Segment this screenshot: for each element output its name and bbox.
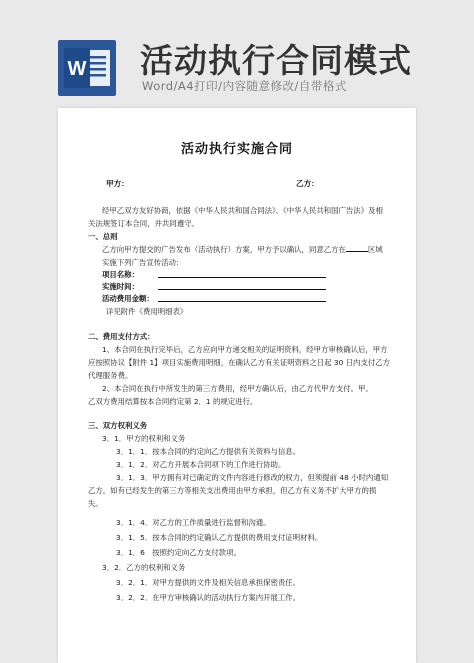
paragraph-line: 3．2．2．在甲方审核确认的活动执行方案内开展工作。 <box>116 593 301 602</box>
party-a-label: 甲方： <box>106 179 129 188</box>
field-underline <box>158 277 326 278</box>
document-title: 活动执行实施合同 <box>180 142 293 157</box>
section-heading: 三、双方权利义务 <box>88 421 148 430</box>
paragraph-line: 实施下列广告宣传活动： <box>102 258 184 267</box>
paragraph-text: 乙方向甲方提交的广告发布（活动执行）方案，甲方予以确认，同意乙方在 <box>102 245 346 254</box>
paragraph-line: 3．1．3．甲方拥有对已确定的文件内容进行修改的权力，但须提前 48 小时内通知 <box>116 473 389 482</box>
paragraph-line: 乙双方费用结算按本合同约定第 2．1 的规定进行。 <box>88 397 258 406</box>
intro-line: 关法规签订本合同，并共同遵守。 <box>88 219 199 228</box>
paragraph-line: 1、本合同在执行完毕后，乙方应向甲方递交相关的证明资料，经甲方审核确认后，甲方 <box>102 345 388 354</box>
paragraph-line: 3．1．4．对乙方的工作质量进行监督和沟通。 <box>116 518 271 527</box>
paragraph-text: 区域 <box>367 245 383 254</box>
document-page <box>58 108 416 663</box>
paragraph-line: 3．1．5．按本合同的约定确认乙方提供的费用支付证明材料。 <box>116 533 323 542</box>
field-label: 活动费用金额： <box>102 294 154 303</box>
page-title: 活动执行合同模式 <box>140 41 412 80</box>
paragraph-line: 失。 <box>88 499 103 508</box>
header <box>0 0 474 102</box>
paragraph-line: 详见附件《费用明细表》 <box>106 307 188 316</box>
paragraph-line: 乙方，如有已经发生的第三方等相关支出费用由甲方承担，但乙方有义务不扩大甲方的损 <box>88 486 377 495</box>
region-blank <box>346 245 368 252</box>
word-icon <box>58 40 116 96</box>
paragraph-line: 3．1．6 按照约定向乙方支付款项。 <box>116 548 241 557</box>
section-heading: 二、费用支付方式： <box>88 332 155 341</box>
section-heading: 一、总则 <box>88 232 118 241</box>
paragraph-line: 3．1．1．按本合同的约定向乙方提供有关资料与信息。 <box>116 447 301 456</box>
paragraph-line: 3．2．乙方的权利和义务 <box>102 563 186 572</box>
field-label: 实施时间： <box>102 282 139 291</box>
field-underline <box>158 301 326 302</box>
page-subtitle: Word/A4打印/内容随意修改/自带格式 <box>142 79 347 93</box>
paragraph-line: 3．2．1．对甲方提供的文件及相关信息承担保密责任。 <box>116 578 301 587</box>
paragraph-line <box>102 245 412 255</box>
party-b-label: 乙方： <box>296 179 319 188</box>
paragraph-line: 2、本合同在执行中所发生的第三方费用，经甲方确认后，由乙方代甲方支付。甲、 <box>102 384 373 393</box>
paragraph-line: 代理服务费。 <box>88 371 133 380</box>
field-label: 项目名称： <box>102 270 139 279</box>
field-underline <box>158 289 326 290</box>
paragraph-line: 应按照协议【附件 1】项目实施费用明细，在确认乙方有关证明资料之日起 30 日内支付乙方 <box>88 358 391 367</box>
intro-line: 经甲乙双方友好协商，依据《中华人民共和国合同法》、《中华人民共和国广告法》及相 <box>102 206 383 215</box>
paragraph-line: 3．1．2．对乙方开展本合同项下的工作进行协助。 <box>116 460 286 469</box>
paragraph-line: 3．1．甲方的权利和义务 <box>102 434 186 443</box>
word-icon-letter: W <box>67 58 87 80</box>
